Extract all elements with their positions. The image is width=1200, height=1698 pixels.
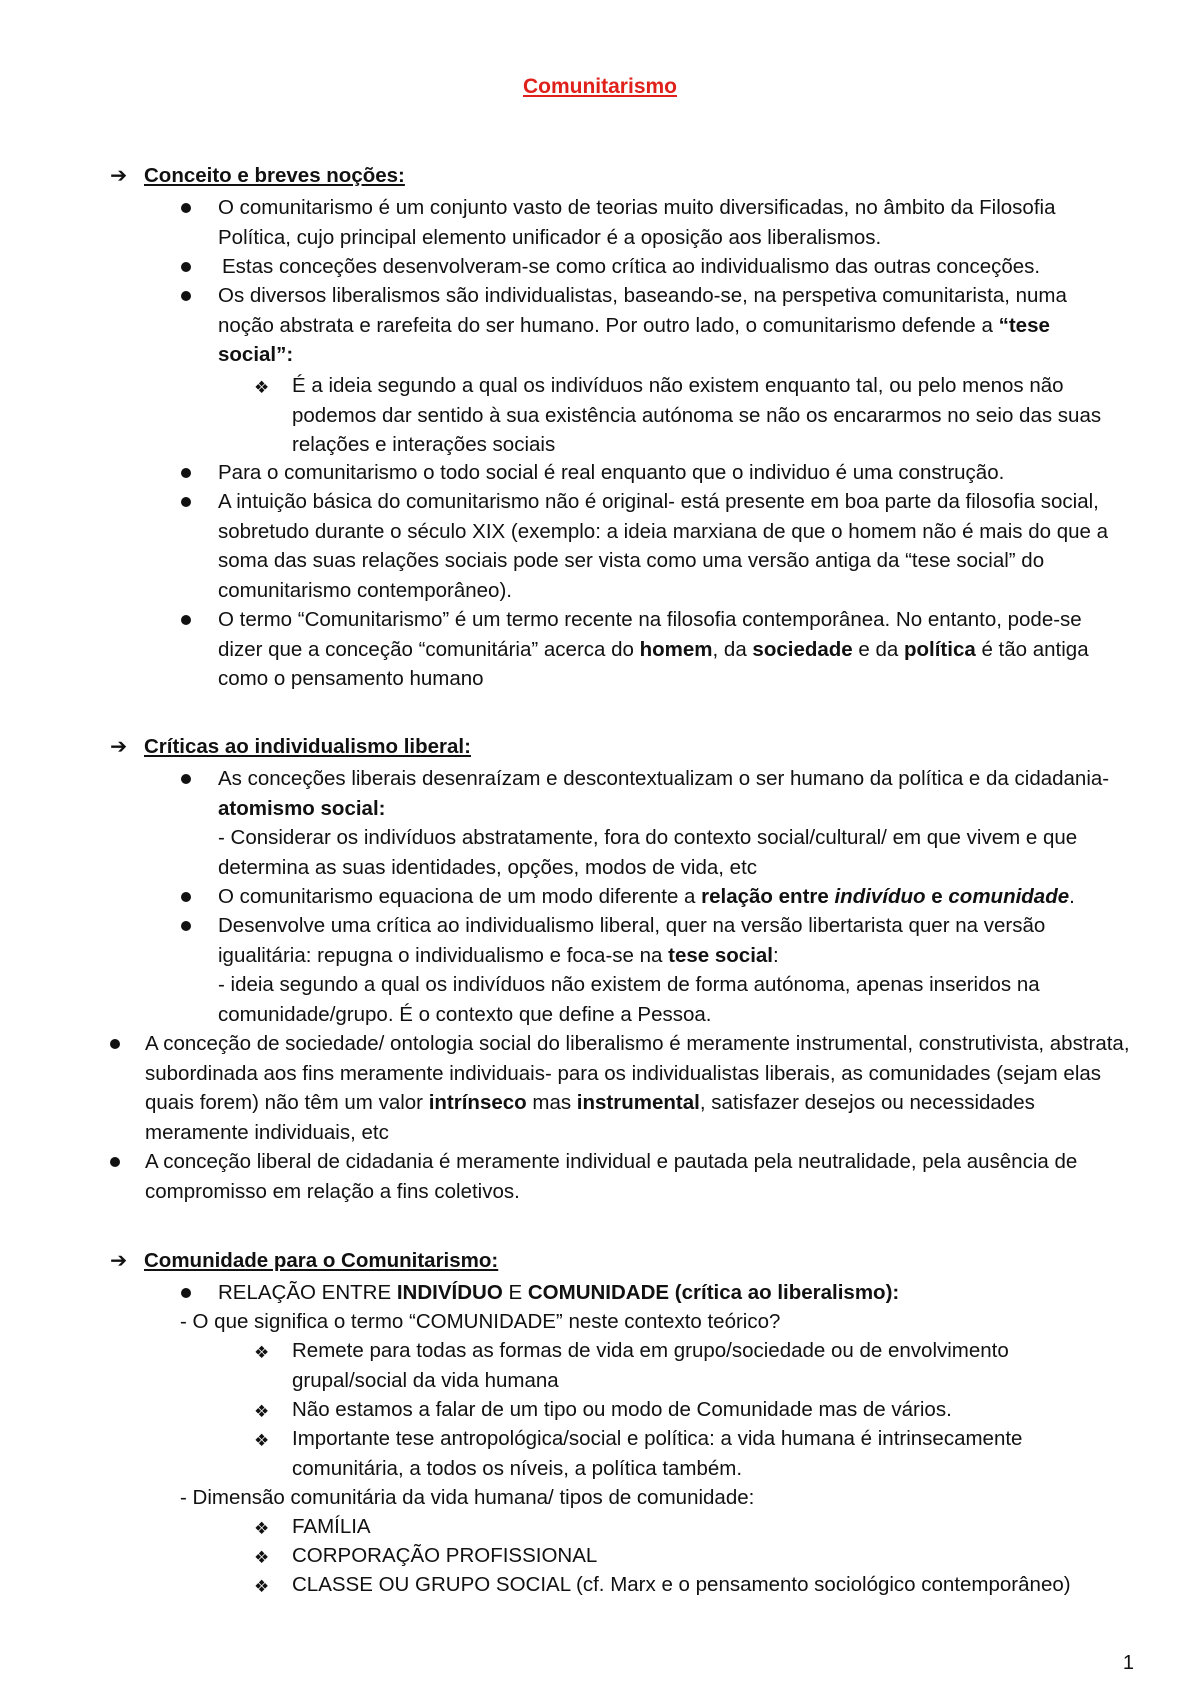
diamond-icon: ❖ [254, 1431, 270, 1450]
diamond-icon: ❖ [254, 1343, 270, 1362]
s3-type-2: CORPORAÇÃO PROFISSIONAL [292, 1544, 598, 1567]
page-number: 1 [1122, 1652, 1134, 1674]
diamond-icon: ❖ [254, 1402, 270, 1421]
bullet-icon [181, 615, 191, 625]
s3-bullet-1: RELAÇÃO ENTRE INDIVÍDUO E COMUNIDADE (crítica ao liberalismo): [218, 1281, 900, 1304]
bullet-icon [181, 774, 191, 784]
s3-diamond-3: Importante tese antropológica/social e política: a vida humana é intrinsecamente comunitária, a todos os níveis, a política também. [292, 1427, 1023, 1480]
s1-bullet-4: Para o comunitarismo o todo social é real enquanto que o individuo é uma construção. [218, 461, 1005, 484]
arrow-icon: ➔ [110, 735, 128, 758]
arrow-icon: ➔ [110, 164, 128, 187]
s3-diamond-2: Não estamos a falar de um tipo ou modo de Comunidade mas de vários. [292, 1398, 952, 1421]
diamond-icon: ❖ [254, 1548, 270, 1567]
bullet-icon [181, 921, 191, 931]
s1-bullet-5: A intuição básica do comunitarismo não é original- está presente em boa parte da filosofia social, sobretudo durante o século XIX (exemplo: a ideia marxiana de que o homem não é mais do que a soma das suas relações sociais pode ser vista como uma versão antiga da “tese social” do comunitarismo contemporâneo). [218, 490, 1109, 602]
section-heading-conceito: ➔ Conceito e breves noções: [110, 164, 405, 187]
s2-bullet-5: A conceção liberal de cidadania é meramente individual e pautada pela neutralidade, pela ausência de compromisso em relação a fins coletivos. [145, 1150, 1078, 1203]
bullet-icon [181, 497, 191, 507]
section-heading-comunidade: ➔ Comunidade para o Comunitarismo: [110, 1249, 499, 1272]
s1-bullet-6: O termo “Comunitarismo” é um termo recente na filosofia contemporânea. No entanto, pode-se dizer que a conceção “comunitária” acerca do homem, da sociedade e da política é tão antiga como o pensamento humano [218, 608, 1089, 690]
bullet-icon [181, 468, 191, 478]
bullet-icon [181, 203, 191, 213]
s3-diamond-1: Remete para todas as formas de vida em grupo/sociedade ou de envolvimento grupal/social da vida humana [292, 1339, 1009, 1392]
bullet-icon [181, 291, 191, 301]
s3-type-1: FAMÍLIA [292, 1515, 371, 1538]
s1-sub-bullet: É a ideia segundo a qual os indivíduos não existem enquanto tal, ou pelo menos não podemos dar sentido à sua existência autónoma se não os encararmos no seio das suas relações e interações sociais [292, 374, 1102, 456]
s2-bullet-3: Desenvolve uma crítica ao individualismo liberal, quer na versão libertarista quer na versão igualitária: repugna o individualismo e foca-se na tese social: - ideia segundo a qual os indivíduos não existem de forma autónoma, apenas inseridos na comunidade/grupo. É o contexto que define a Pessoa. [218, 914, 1046, 1026]
diamond-icon: ❖ [254, 378, 270, 397]
bullet-icon [181, 262, 191, 272]
section-heading-criticas: ➔ Críticas ao individualismo liberal: [110, 735, 471, 758]
s2-bullet-4: A conceção de sociedade/ ontologia social do liberalismo é meramente instrumental, construtivista, abstrata, subordinada aos fins meramente individuais- para os individualistas liberais, as comunidades (sejam elas quais forem) não têm um valor intrínseco mas instrumental, satisfazer desejos ou necessidades meramente individuais, etc [145, 1032, 1130, 1144]
diamond-icon: ❖ [254, 1519, 270, 1538]
s1-bullet-1: O comunitarismo é um conjunto vasto de teorias muito diversificadas, no âmbito da Filosofia Política, cujo principal elemento unificador é a oposição aos liberalismos. [218, 196, 1056, 249]
tese-social-emphasis: “tese social”: [218, 313, 1050, 366]
bullet-icon [110, 1157, 120, 1167]
s2-bullet-2: O comunitarismo equaciona de um modo diferente a relação entre indivíduo e comunidade. [218, 885, 1075, 908]
arrow-icon: ➔ [110, 1249, 128, 1272]
bullet-icon [181, 892, 191, 902]
s2-bullet-1: As conceções liberais desenraízam e descontextualizam o ser humano da política e da cidadania- atomismo social: - Considerar os indivíduos abstratamente, fora do contexto social/cultural/ em que vivem e que determina as suas identidades, opções, modos de vida, etc [218, 767, 1110, 879]
s3-dimension: - Dimensão comunitária da vida humana/ tipos de comunidade: [180, 1486, 755, 1509]
bullet-icon [181, 1288, 191, 1298]
page-title: Comunitarismo [522, 75, 677, 98]
s3-question: - O que significa o termo “COMUNIDADE” neste contexto teórico? [180, 1310, 781, 1333]
diamond-icon: ❖ [254, 1577, 270, 1596]
bullet-icon [110, 1039, 120, 1049]
s3-type-3: CLASSE OU GRUPO SOCIAL (cf. Marx e o pensamento sociológico contemporâneo) [292, 1573, 1071, 1596]
s1-bullet-3: Os diversos liberalismos são individualistas, baseando-se, na perspetiva comunitarista, numa noção abstrata e rarefeita do ser humano. Por outro lado, o comunitarismo defende a “tese social”: [218, 284, 1067, 366]
s1-bullet-2: Estas conceções desenvolveram-se como crítica ao individualismo das outras conceções. [222, 255, 1041, 278]
